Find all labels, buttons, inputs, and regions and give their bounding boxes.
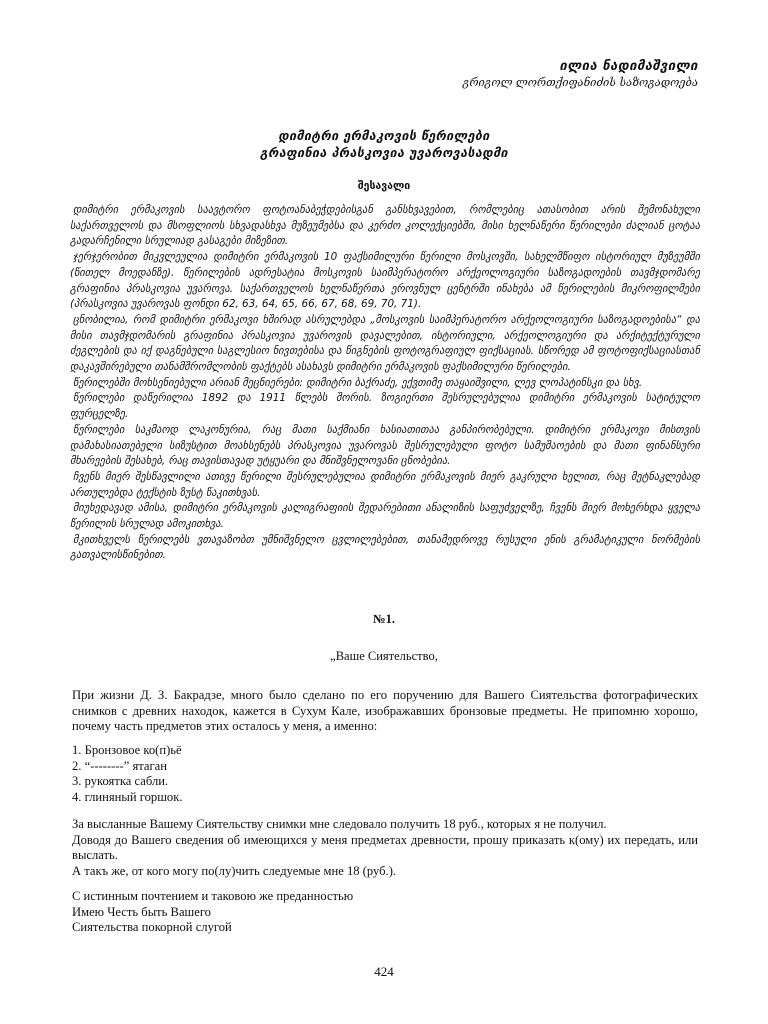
article-title — [70, 127, 698, 161]
intro-paragraph: წერილები დაწერილია 1892 და 1911 წლებს შორის. ზოგიერთი შესრულებულია დიმიტრი ერმაკოვის სატიტულო ფურცელზე. — [70, 392, 700, 421]
list-item: 1. Бронзовое ко(п)ьё — [72, 743, 182, 757]
letter-number: №1. — [373, 612, 395, 626]
title-line-1: დიმიტრი ერმაკოვის წერილები — [278, 128, 490, 143]
intro-paragraph: ცნობილია, რომ დიმიტრი ერმაკოვი ხშირად ასრულებდა „მოსკოვის საიმპერატორო არქეოლოგიური საზოგადოებისა“ და მისი თავმჯდომარის გრაფინია პრასკოვია უვაროვის დავალებით, ისტორიული, არქეოლოგიური და არქიტექტურული ძეგლების და იქ დაგნებული საგლესიო ნივთებისა და წიგნების ფოტოგრაფიულ ფიქსაციას. სწორედ ამ ფოტოფიქსაციასთან დაკავშირებული თანამშრომლობის ფაქტებს ასახავს დიმიტრი ერმაკოვის ფაქსიმილური წერილები. — [70, 313, 700, 374]
closing-line: С истинным почтением и таковою же преданностью — [72, 889, 354, 903]
letter-salutation: „Ваше Сиятельство, — [330, 649, 438, 663]
intro-heading: შესავალი — [357, 180, 411, 192]
intro-text — [70, 203, 700, 564]
society-name: გრიგოლ ლორთქიფანიძის საზოგადოება — [462, 76, 698, 89]
intro-paragraph: წერილებში მოხსენიებული არიან მეცნიერები: დიმიტრი ბაქრაძე, ექვთიმე თაყაიშვილი, ლევ ლოპატინსკი და სხვ. — [73, 376, 643, 389]
author-name: ილია ნადიმაშვილი — [559, 59, 698, 74]
header-block — [463, 58, 698, 91]
list-item: 2. “--------” ятаган — [72, 758, 168, 773]
closing-line: Сиятельства покорной слугой — [72, 920, 232, 935]
closing-line: Имею Честь быть Вашего — [72, 904, 211, 919]
intro-paragraph: დიმიტრი ერმაკოვის საავტორო ფოტოანაბეჭდებისგან განსხვავებით, რომლებიც ათასობით არის შემონახული საქართველოს და მსოფლიოს სხვადასხვა მუზეუმებსა და კერძო კოლექციებში, მისი ხელნაწერი წერილები ძალიან ცოტაა გადარჩენილი სრულიად გასაგები მიზეზით. — [70, 204, 700, 248]
intro-paragraph: მიუხედავად ამისა, დიმიტრი ერმაკოვის კალიგრაფიის შედარებითი ანალიზის საფუძველზე, ჩვენს მიერ მოხერხდა ყველა წერილის სრულად ამოკითხვა. — [70, 502, 700, 531]
letter-paragraph: А такъ же, от кого могу по(лу)чить следуемые мне 18 (руб.). — [72, 863, 397, 878]
letter-body-intro — [72, 688, 698, 735]
list-item: 4. глиняный горшок. — [72, 790, 183, 805]
title-line-2: გრაფინია პრასკოვია უვაროვასადმი — [259, 145, 508, 160]
intro-paragraph: ჯერჯერობით მიკვლეულია დიმიტრი ერმაკოვის 10 ფაქსიმილური წერილი მოსკოვში, სახელმწიფო ისტორიულ მუზეუმში (წითელ მოედანზე). წერილების ადრესატია მოსკოვის საიმპერატორო არქეოლოგიური საზოგადოების თავმჯდომარე გრაფინია პრასკოვია უვაროვა. საქართველოს ხელნაწერთა ეროვნულ ცენტრში ინახება ამ წერილების მიკროფილმები (პრასკოვია უვაროვას ფონდი 62, 63, 64, 65, 66, 67, 68, 69, 70, 71). — [70, 251, 700, 311]
letter-paragraph: За высланные Вашему Сиятельству снимки мне следовало получить 18 руб., которых я не получил. — [72, 817, 607, 831]
list-item: 3. рукоятка сабли. — [72, 774, 169, 789]
letter-paragraph: Доводя до Вашего сведения об имеющихся у меня предметах древности, прошу приказать к(ому) их передать, или выслать. — [72, 832, 698, 862]
page-number: 424 — [374, 964, 394, 979]
letter-body-request — [72, 817, 698, 879]
intro-paragraph: მკითხველს წერილებს ვთავაზობთ უმნიშვნელო ცვლილებებით, თანამედროვე რუსული ენის გრამატიკული ნორმების გათვალისწინებით. — [70, 533, 700, 562]
item-list — [72, 743, 698, 806]
intro-paragraph: წერილები საკმაოდ ლაკონურია, რაც მათი საქმიანი ხასიათითაა განპირობებული. დიმიტრი ერმაკოვი მისთვის დამახასიათებელი სიზუსტით მოახსენებს პრასკოვია უვაროვას შესრულებული ფოტო სამუშაოების და მათი ფინანსური მხარეების შესახებ, რაც თავისთავად უტყუარი და მნიშვნელოვანი ცნობებია. — [70, 423, 700, 468]
letter-paragraph: При жизни Д. З. Бакрадзе, много было сделано по его поручению для Вашего Сиятельства фотографических снимков с древних находок, кажется в Сухум Кале, изображавших бронзовые предметы. Не припомню хорошо, почему часть предметов этих осталось у меня, а именно: — [72, 688, 698, 733]
intro-paragraph: ჩვენს მიერ შესწავლილი ათივე წერილი შესრულებულია დიმიტრი ერმაკოვის მიერ გაკრული ხელით, რაც მეტნაკლებად ართულებდა ტექსტის ზუსტ წაკითხვას. — [70, 470, 700, 499]
letter-closing — [72, 889, 698, 936]
